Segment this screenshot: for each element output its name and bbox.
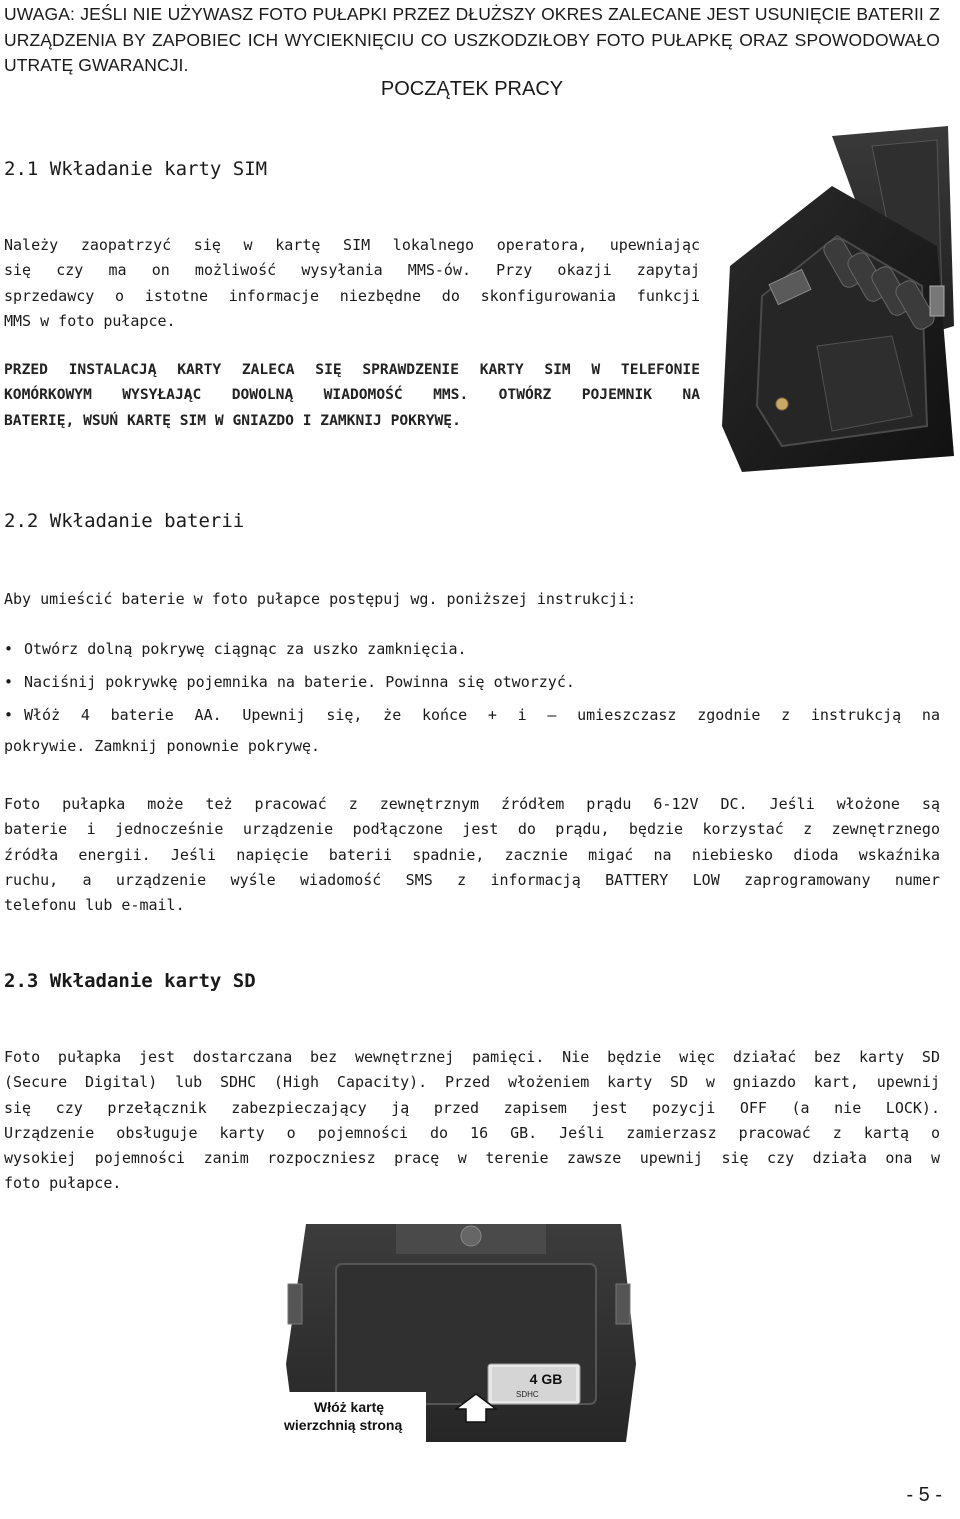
list-item-text: Otwórz dolną pokrywę ciągnąc za uszko zamknięcia.	[24, 640, 467, 658]
sd-card-capacity: 4 GB	[529, 1371, 563, 1387]
caption-line: wierzchnią stroną	[284, 1417, 403, 1433]
section-number: 2.2	[4, 510, 39, 532]
bullet-icon: •	[4, 673, 14, 691]
paragraph-line: wysokiej pojemności zanim rozpoczniesz pracę w terenie zawsze upewnij się czy działa ona w	[4, 1149, 940, 1168]
paragraph-line: (Secure Digital) lub SDHC (High Capacity). Przed włożeniem karty SD w gniazdo kart, upewnij	[4, 1073, 940, 1092]
section-title-text: Wkładanie karty SD	[49, 970, 256, 992]
section-title-battery	[4, 510, 244, 532]
paragraph-line: BATERIĘ, WSUŃ KARTĘ SIM W GNIAZDO I ZAMKNIJ POKRYWĘ.	[4, 411, 461, 429]
battery-compartment-photo	[722, 126, 956, 472]
paragraph-line: się czy ma on możliwość wysyłania MMS-ów. Przy okazji zapytaj	[4, 261, 700, 280]
section-title-text: Wkładanie karty SIM	[49, 158, 268, 180]
paragraph-line: sprzedawcy o istotne informacje niezbędne do skonfigurowania funkcji	[4, 286, 700, 305]
paragraph-line: Foto pułapka jest dostarczana bez wewnętrznej pamięci. Nie będzie więc działać bez karty SD	[4, 1048, 940, 1066]
paragraph-line: MMS w foto pułapce.	[4, 311, 176, 330]
paragraph-line: PRZED INSTALACJĄ KARTY ZALECA SIĘ SPRAWDZENIE KARTY SIM W TELEFONIE	[4, 361, 700, 378]
sim-instructions	[4, 357, 700, 433]
paragraph-line: się czy przełącznik zabezpieczający ją przed zapisem jest pozycji OFF (a nie LOCK).	[4, 1098, 940, 1117]
list-item	[4, 703, 940, 760]
section-title-text: Wkładanie baterii	[49, 510, 245, 532]
paragraph-line: baterie i jednocześnie urządzenie podłączone jest do prądu, będzie korzystać z zewnętrznego	[4, 820, 940, 839]
battery-paragraph	[4, 792, 940, 918]
paragraph-line: ruchu, a urządzenie wyśle wiadomość SMS z informacją BATTERY LOW zaprogramowany numer	[4, 870, 940, 889]
paragraph-line: foto pułapce.	[4, 1174, 122, 1193]
page-number: - 5 -	[906, 1484, 942, 1506]
paragraph-line: Foto pułapka może też pracować z zewnętrznym źródłem prądu 6-12V DC. Jeśli włożone są	[4, 795, 940, 813]
warning-line: URZĄDZENIA BY ZAPOBIEC ICH WYCIEKNIĘCIU CO USZKODZIŁOBY FOTO PUŁAPKĘ ORAZ SPOWODOWAŁO	[4, 29, 940, 50]
list-item-text: Naciśnij pokrywkę pojemnika na baterie. Powinna się otworzyć.	[24, 673, 575, 691]
sd-paragraph	[4, 1045, 940, 1197]
list-item	[4, 637, 467, 662]
caption-line: Włóż kartę	[314, 1399, 385, 1415]
paragraph-line: źródła energii. Jeśli napięcie baterii spadnie, zacznie migać na niebiesko dioda wskaźnika	[4, 845, 940, 864]
section-number: 2.1	[4, 158, 39, 180]
list-item	[4, 670, 575, 695]
section-number: 2.3	[4, 970, 39, 992]
warning-line: UWAGA: JEŚLI NIE UŻYWASZ FOTO PUŁAPKI PRZEZ DŁUŻSZY OKRES ZALECANE JEST USUNIĘCIE BATERII Z	[4, 4, 940, 24]
paragraph-line: telefonu lub e-mail.	[4, 896, 185, 915]
bullet-icon: •	[4, 640, 14, 658]
section-heading-start: POCZĄTEK PRACY	[380, 78, 564, 100]
list-item-text: Włóż 4 baterie AA. Upewnij się, że końce + i – umieszczasz zgodnie z instrukcją na	[24, 706, 940, 724]
sim-paragraph	[4, 233, 700, 334]
paragraph-line: KOMÓRKOWYM WYSYŁAJĄC DOWOLNĄ WIADOMOŚĆ MMS. OTWÓRZ POJEMNIK NA	[4, 386, 700, 404]
bullet-icon: •	[4, 706, 14, 724]
sd-card-type: SDHC	[516, 1390, 539, 1399]
section-title-sim	[4, 158, 267, 180]
paragraph-line: Urządzenie obsługuje karty o pojemności do 16 GB. Jeśli zamierzasz pracować z kartą o	[4, 1123, 940, 1142]
list-item-continuation: pokrywie. Zamknij ponownie pokrywę.	[4, 737, 321, 756]
sd-card-photo	[276, 1224, 656, 1442]
paragraph-line: Należy zaopatrzyć się w kartę SIM lokalnego operatora, upewniając	[4, 236, 700, 254]
warning-text	[4, 2, 940, 79]
section-title-sd	[4, 970, 256, 992]
battery-intro: Aby umieścić baterie w foto pułapce postępuj wg. poniższej instrukcji:	[4, 590, 637, 608]
warning-line: UTRATĘ GWARANCJI.	[4, 55, 189, 75]
